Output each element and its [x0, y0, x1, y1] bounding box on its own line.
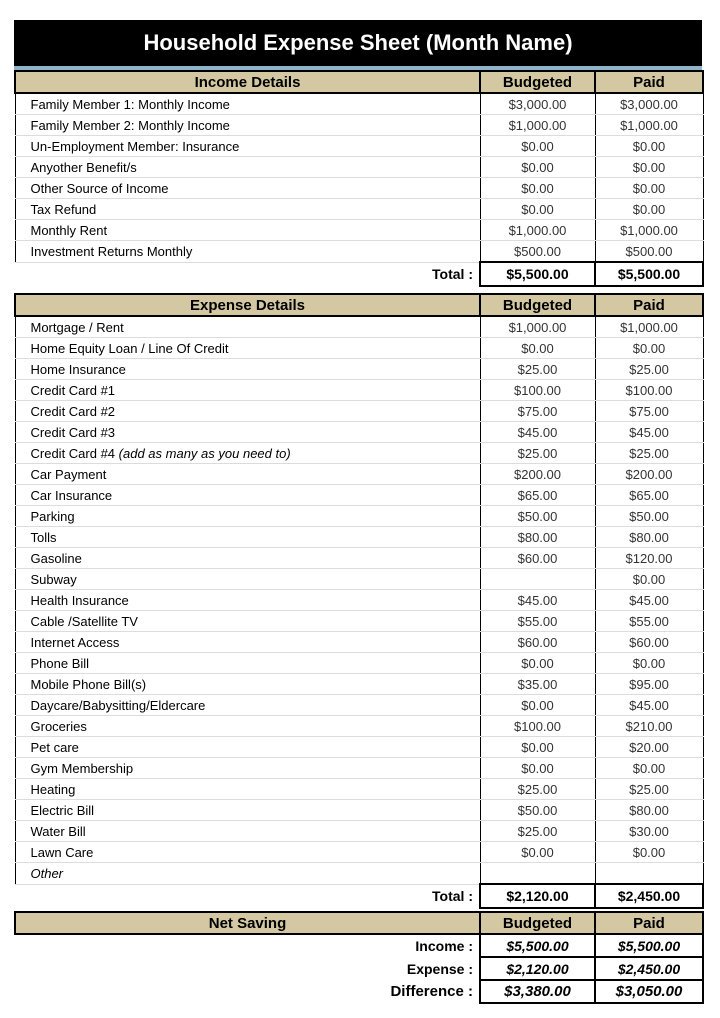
expense-row-label[interactable]	[15, 464, 480, 485]
expense-budgeted-cell[interactable]: $0.00	[480, 737, 595, 758]
expense-row-label[interactable]	[15, 380, 480, 401]
net-saving-paid-cell[interactable]: $2,450.00	[595, 957, 703, 980]
income-label-text: Family Member 1: Monthly Income	[30, 96, 230, 112]
expense-paid-cell[interactable]: $20.00	[595, 737, 703, 758]
expense-header-row	[15, 294, 703, 316]
expense-budgeted-cell[interactable]: $50.00	[480, 800, 595, 821]
expense-row-label[interactable]	[15, 611, 480, 632]
expense-paid-cell[interactable]: $45.00	[595, 422, 703, 443]
expense-row-label[interactable]	[15, 737, 480, 758]
income-header-paid: Paid	[595, 71, 703, 93]
expense-header-label: Expense Details	[15, 294, 480, 316]
income-row	[15, 93, 703, 115]
expense-paid-cell[interactable]: $25.00	[595, 359, 703, 380]
net-saving-paid-cell[interactable]: $3,050.00	[595, 980, 703, 1003]
expense-paid-cell[interactable]: $120.00	[595, 548, 703, 569]
expense-row-label[interactable]	[15, 779, 480, 800]
expense-label-text: Internet Access	[30, 634, 120, 650]
income-label-text: Investment Returns Monthly	[30, 243, 193, 259]
income-budgeted-cell[interactable]: $0.00	[480, 178, 595, 199]
expense-label-text: Electric Bill	[30, 802, 95, 818]
income-row	[15, 115, 703, 136]
expense-budgeted-cell[interactable]: $35.00	[480, 674, 595, 695]
expense-paid-cell[interactable]: $65.00	[595, 485, 703, 506]
expense-label-text: Lawn Care	[30, 844, 94, 860]
expense-total-paid[interactable]: $2,450.00	[595, 884, 703, 908]
expense-label-text: Heating	[30, 781, 76, 797]
expense-total-label: Total :	[432, 888, 473, 905]
expense-label-text: Other	[30, 865, 64, 881]
income-header-row	[15, 71, 703, 93]
expense-table	[14, 293, 704, 909]
income-total-row	[15, 262, 703, 286]
expense-paid-cell[interactable]: $30.00	[595, 821, 703, 842]
net-saving-budgeted-cell[interactable]: $5,500.00	[480, 934, 595, 957]
expense-row	[15, 464, 703, 485]
income-row-label[interactable]	[15, 93, 480, 115]
expense-label-text: Groceries	[30, 718, 87, 734]
expense-paid-cell[interactable]: $75.00	[595, 401, 703, 422]
expense-paid-cell[interactable]: $25.00	[595, 779, 703, 800]
income-paid-cell[interactable]: $0.00	[595, 199, 703, 220]
income-total-label: Total :	[432, 266, 473, 283]
expense-row	[15, 632, 703, 653]
income-total-budgeted[interactable]: $5,500.00	[480, 262, 595, 286]
expense-paid-cell[interactable]: $0.00	[595, 569, 703, 590]
expense-row-label[interactable]	[15, 338, 480, 359]
expense-total-row	[15, 884, 703, 908]
income-label-text: Anyother Benefit/s	[30, 159, 137, 175]
expense-row	[15, 800, 703, 821]
income-paid-cell[interactable]: $1,000.00	[595, 220, 703, 241]
expense-label-text: Home Equity Loan / Line Of Credit	[30, 340, 229, 356]
expense-paid-cell[interactable]: $100.00	[595, 380, 703, 401]
expense-budgeted-cell[interactable]: $75.00	[480, 401, 595, 422]
net-saving-paid-cell[interactable]: $5,500.00	[595, 934, 703, 957]
expense-label-text: Tolls	[30, 529, 57, 545]
net-saving-row	[15, 934, 703, 957]
expense-paid-cell[interactable]: $1,000.00	[595, 316, 703, 338]
expense-row	[15, 779, 703, 800]
income-label-text: Other Source of Income	[30, 180, 169, 196]
income-row-label[interactable]	[15, 220, 480, 241]
expense-row	[15, 401, 703, 422]
expense-budgeted-cell[interactable]: $45.00	[480, 590, 595, 611]
income-label-text: Un-Employment Member: Insurance	[30, 138, 240, 154]
expense-row-label[interactable]	[15, 800, 480, 821]
expense-paid-cell[interactable]: $0.00	[595, 653, 703, 674]
expense-label-text: Daycare/Babysitting/Eldercare	[30, 697, 206, 713]
expense-paid-cell[interactable]: $0.00	[595, 842, 703, 863]
income-row	[15, 241, 703, 263]
expense-row	[15, 842, 703, 863]
expense-row	[15, 611, 703, 632]
expense-row	[15, 716, 703, 737]
expense-row	[15, 674, 703, 695]
expense-paid-cell[interactable]: $60.00	[595, 632, 703, 653]
expense-row-label[interactable]	[15, 527, 480, 548]
expense-label-text: Cable /Satellite TV	[30, 613, 138, 629]
income-row	[15, 199, 703, 220]
income-budgeted-cell[interactable]: $1,000.00	[480, 220, 595, 241]
expense-label-text: Credit Card #3	[30, 424, 116, 440]
net-saving-table	[14, 911, 704, 1004]
expense-paid-cell[interactable]	[595, 863, 703, 885]
expense-label-text: Mortgage / Rent	[30, 319, 124, 335]
expense-budgeted-cell[interactable]: $55.00	[480, 611, 595, 632]
expense-paid-cell[interactable]: $55.00	[595, 611, 703, 632]
expense-label-text: Home Insurance	[30, 361, 126, 377]
sheet-title: Household Expense Sheet (Month Name)	[14, 20, 702, 70]
income-budgeted-cell[interactable]: $1,000.00	[480, 115, 595, 136]
expense-row	[15, 569, 703, 590]
income-paid-cell[interactable]: $500.00	[595, 241, 703, 263]
expense-paid-cell[interactable]: $80.00	[595, 800, 703, 821]
income-row-label[interactable]	[15, 136, 480, 157]
expense-label-text: Car Payment	[30, 466, 107, 482]
expense-label-text: Mobile Phone Bill(s)	[30, 676, 147, 692]
expense-budgeted-cell[interactable]: $60.00	[480, 548, 595, 569]
expense-budgeted-cell[interactable]: $0.00	[480, 695, 595, 716]
expense-row-label[interactable]	[15, 401, 480, 422]
income-label-text: Tax Refund	[30, 201, 97, 217]
income-header-label: Income Details	[15, 71, 480, 93]
expense-label-text: Pet care	[30, 739, 79, 755]
income-budgeted-cell[interactable]: $0.00	[480, 199, 595, 220]
expense-budgeted-cell[interactable]: $25.00	[480, 359, 595, 380]
expense-row-label[interactable]	[15, 569, 480, 590]
expense-label-note: (add as many as you need to)	[118, 445, 291, 461]
net-saving-header-paid: Paid	[595, 912, 703, 934]
expense-label-text: Health Insurance	[30, 592, 129, 608]
expense-budgeted-cell[interactable]: $200.00	[480, 464, 595, 485]
expense-row	[15, 338, 703, 359]
expense-paid-cell[interactable]: $45.00	[595, 695, 703, 716]
expense-row-label[interactable]	[15, 506, 480, 527]
expense-row-label[interactable]	[15, 590, 480, 611]
expense-row	[15, 359, 703, 380]
income-paid-cell[interactable]: $0.00	[595, 178, 703, 199]
expense-label-text: Parking	[30, 508, 75, 524]
expense-row-label[interactable]	[15, 443, 480, 464]
income-paid-cell[interactable]: $1,000.00	[595, 115, 703, 136]
expense-row	[15, 380, 703, 401]
expense-row	[15, 527, 703, 548]
expense-header-paid: Paid	[595, 294, 703, 316]
net-saving-label: Income :	[415, 938, 473, 954]
expense-row-label[interactable]	[15, 422, 480, 443]
net-saving-label: Difference :	[390, 983, 473, 1000]
expense-paid-cell[interactable]: $210.00	[595, 716, 703, 737]
expense-row-label[interactable]	[15, 758, 480, 779]
expense-paid-cell[interactable]: $200.00	[595, 464, 703, 485]
expense-row-label[interactable]	[15, 316, 480, 338]
expense-budgeted-cell[interactable]: $100.00	[480, 716, 595, 737]
expense-sheet	[14, 20, 702, 1004]
expense-budgeted-cell[interactable]	[480, 863, 595, 885]
expense-row	[15, 821, 703, 842]
expense-label-text: Phone Bill	[30, 655, 90, 671]
expense-row	[15, 863, 703, 885]
income-row	[15, 136, 703, 157]
expense-paid-cell[interactable]: $0.00	[595, 758, 703, 779]
expense-row	[15, 653, 703, 674]
expense-row	[15, 695, 703, 716]
expense-row-label[interactable]	[15, 674, 480, 695]
expense-budgeted-cell[interactable]: $25.00	[480, 443, 595, 464]
expense-paid-cell[interactable]: $50.00	[595, 506, 703, 527]
net-saving-row	[15, 957, 703, 980]
net-saving-budgeted-cell[interactable]: $3,380.00	[480, 980, 595, 1003]
expense-label-text: Gym Membership	[30, 760, 134, 776]
expense-paid-cell[interactable]: $80.00	[595, 527, 703, 548]
income-total-paid[interactable]: $5,500.00	[595, 262, 703, 286]
expense-row-label[interactable]	[15, 359, 480, 380]
expense-label-text: Credit Card #1	[30, 382, 116, 398]
expense-budgeted-cell[interactable]: $1,000.00	[480, 316, 595, 338]
expense-budgeted-cell[interactable]	[480, 569, 595, 590]
net-saving-budgeted-cell[interactable]: $2,120.00	[480, 957, 595, 980]
income-row	[15, 178, 703, 199]
expense-label-text: Credit Card #4	[30, 445, 116, 461]
expense-row-label[interactable]	[15, 842, 480, 863]
expense-row-label[interactable]	[15, 863, 480, 885]
income-paid-cell[interactable]: $3,000.00	[595, 93, 703, 115]
expense-label-text: Water Bill	[30, 823, 86, 839]
income-budgeted-cell[interactable]: $0.00	[480, 136, 595, 157]
expense-budgeted-cell[interactable]: $50.00	[480, 506, 595, 527]
expense-budgeted-cell[interactable]: $65.00	[480, 485, 595, 506]
expense-budgeted-cell[interactable]: $25.00	[480, 779, 595, 800]
expense-budgeted-cell[interactable]: $60.00	[480, 632, 595, 653]
expense-label-text: Credit Card #2	[30, 403, 116, 419]
expense-row	[15, 548, 703, 569]
income-row-label[interactable]	[15, 178, 480, 199]
expense-paid-cell[interactable]: $25.00	[595, 443, 703, 464]
income-row-label[interactable]	[15, 241, 480, 263]
expense-row	[15, 443, 703, 464]
expense-label-text: Car Insurance	[30, 487, 113, 503]
expense-row-label[interactable]	[15, 548, 480, 569]
income-budgeted-cell[interactable]: $500.00	[480, 241, 595, 263]
expense-budgeted-cell[interactable]: $0.00	[480, 653, 595, 674]
income-budgeted-cell[interactable]: $3,000.00	[480, 93, 595, 115]
expense-header-budgeted: Budgeted	[480, 294, 595, 316]
income-budgeted-cell[interactable]: $0.00	[480, 157, 595, 178]
expense-budgeted-cell[interactable]: $0.00	[480, 842, 595, 863]
expense-row	[15, 737, 703, 758]
net-saving-header-row	[15, 912, 703, 934]
expense-paid-cell[interactable]: $0.00	[595, 338, 703, 359]
expense-row	[15, 758, 703, 779]
expense-total-budgeted[interactable]: $2,120.00	[480, 884, 595, 908]
expense-budgeted-cell[interactable]: $0.00	[480, 758, 595, 779]
income-label-text: Monthly Rent	[30, 222, 108, 238]
income-paid-cell[interactable]: $0.00	[595, 157, 703, 178]
income-row-label[interactable]	[15, 157, 480, 178]
expense-row	[15, 506, 703, 527]
expense-budgeted-cell[interactable]: $0.00	[480, 338, 595, 359]
income-label-text: Family Member 2: Monthly Income	[30, 117, 230, 133]
expense-row-label[interactable]	[15, 821, 480, 842]
expense-paid-cell[interactable]: $45.00	[595, 590, 703, 611]
expense-row-label[interactable]	[15, 485, 480, 506]
income-header-budgeted: Budgeted	[480, 71, 595, 93]
income-paid-cell[interactable]: $0.00	[595, 136, 703, 157]
expense-budgeted-cell[interactable]: $80.00	[480, 527, 595, 548]
expense-paid-cell[interactable]: $95.00	[595, 674, 703, 695]
net-saving-header-budgeted: Budgeted	[480, 912, 595, 934]
income-row-label[interactable]	[15, 115, 480, 136]
expense-row-label[interactable]	[15, 695, 480, 716]
net-saving-row	[15, 980, 703, 1003]
net-saving-header-label: Net Saving	[15, 912, 480, 934]
expense-row	[15, 422, 703, 443]
income-table	[14, 70, 704, 287]
expense-budgeted-cell[interactable]: $25.00	[480, 821, 595, 842]
expense-row	[15, 590, 703, 611]
expense-row	[15, 485, 703, 506]
expense-row-label[interactable]	[15, 653, 480, 674]
expense-row-label[interactable]	[15, 632, 480, 653]
income-row	[15, 220, 703, 241]
expense-label-text: Subway	[30, 571, 77, 587]
expense-budgeted-cell[interactable]: $100.00	[480, 380, 595, 401]
expense-row-label[interactable]	[15, 716, 480, 737]
income-row	[15, 157, 703, 178]
expense-budgeted-cell[interactable]: $45.00	[480, 422, 595, 443]
net-saving-label: Expense :	[406, 960, 473, 977]
expense-label-text: Gasoline	[30, 550, 82, 566]
income-row-label[interactable]	[15, 199, 480, 220]
expense-row	[15, 316, 703, 338]
